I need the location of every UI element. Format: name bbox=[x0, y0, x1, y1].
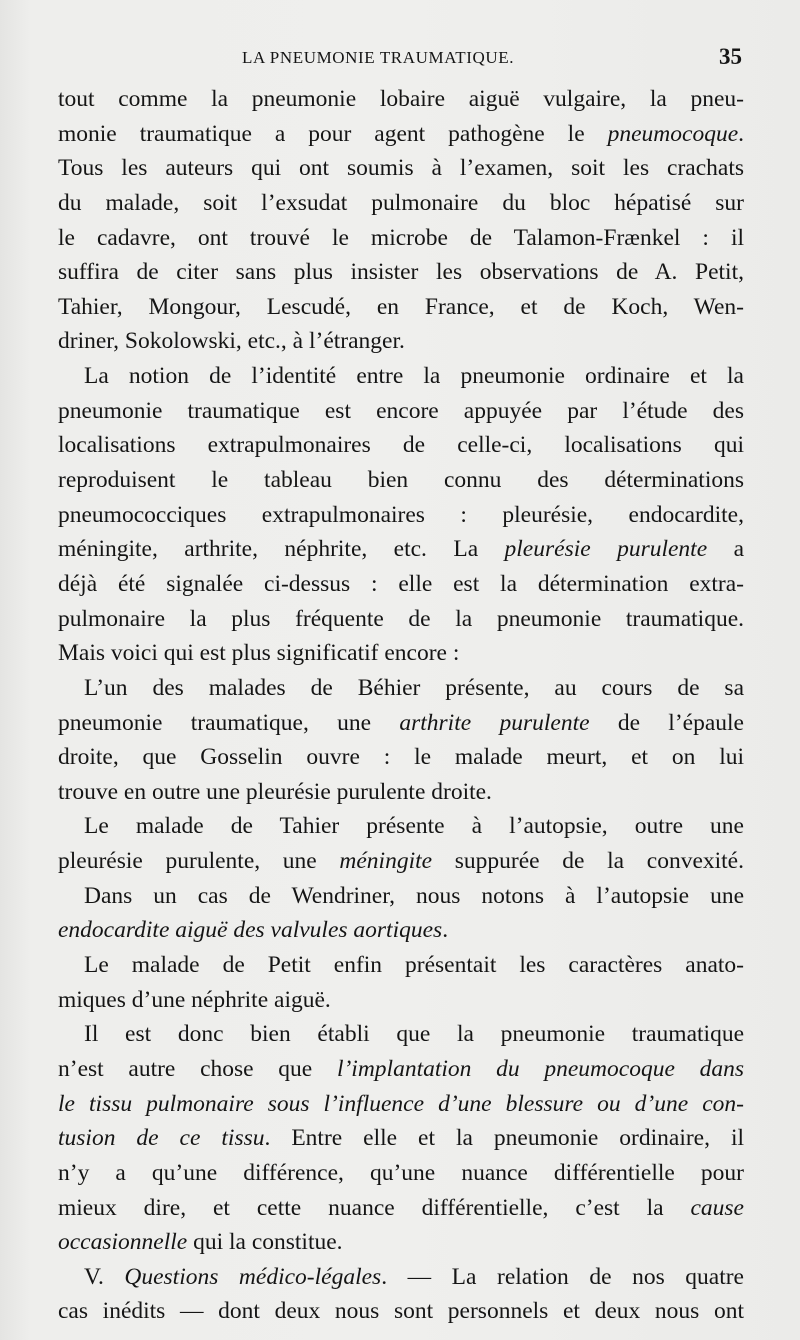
text-line: n’est autre chose que l’implantation du pneumocoque dans bbox=[58, 1055, 744, 1082]
text-line: pneumonie traumatique est encore appuyée par l’étude des bbox=[58, 397, 744, 424]
text-line: Il est donc bien établi que la pneumonie traumatique bbox=[84, 1021, 744, 1048]
text-line: reproduisent le tableau bien connu des déterminations bbox=[58, 467, 744, 494]
text-line: du malade, soit l’exsudat pulmonaire du bloc hépatisé sur bbox=[58, 189, 744, 216]
text-line: Mais voici qui est plus significatif encore : bbox=[58, 640, 460, 667]
text-line: endocardite aiguë des valvules aortiques. bbox=[58, 917, 449, 944]
text-line: tout comme la pneumonie lobaire aiguë vulgaire, la pneu- bbox=[58, 86, 744, 112]
text-line: miques d’une néphrite aiguë. bbox=[58, 986, 331, 1013]
text-line: trouve en outre une pleurésie purulente droite. bbox=[58, 778, 492, 805]
text-line: méningite, arthrite, néphrite, etc. La pleurésie purulente a bbox=[58, 536, 744, 563]
text-line: mieux dire, et cette nuance différentielle, c’est la cause bbox=[58, 1194, 744, 1221]
text-line: droite, que Gosselin ouvre : le malade meurt, et on lui bbox=[58, 744, 744, 771]
text-line: le tissu pulmonaire sous l’influence d’une blessure ou d’une con- bbox=[58, 1090, 744, 1117]
text-line: n’y a qu’une différence, qu’une nuance différentielle pour bbox=[58, 1159, 744, 1186]
section-heading-line: V. Questions médico-légales. — La relation de nos quatre bbox=[84, 1263, 744, 1290]
text-line: pneumonie traumatique, une arthrite purulente de l’épaule bbox=[58, 709, 744, 736]
text-line: Tous les auteurs qui ont soumis à l’examen, soit les crachats bbox=[58, 155, 744, 182]
text-line: pneumococciques extrapulmonaires : pleurésie, endocardite, bbox=[58, 501, 744, 528]
text-line: le cadavre, ont trouvé le microbe de Talamon-Frænkel : il bbox=[58, 224, 744, 251]
text-line: tusion de ce tissu. Entre elle et la pneumonie ordinaire, il bbox=[58, 1125, 744, 1152]
text-line: cas inédits — dont deux nous sont personnels et deux nous ont bbox=[58, 1298, 744, 1325]
text-line: pulmonaire la plus fréquente de la pneumonie traumatique. bbox=[58, 605, 744, 632]
text-line: L’un des malades de Béhier présente, au cours de sa bbox=[84, 674, 744, 701]
text-line: driner, Sokolowski, etc., à l’étranger. bbox=[58, 328, 405, 355]
page-number: 35 bbox=[719, 44, 742, 69]
text-line: pleurésie purulente, une méningite suppurée de la convexité. bbox=[58, 848, 744, 875]
text-line: localisations extrapulmonaires de celle-ci, localisations qui bbox=[58, 432, 744, 459]
body-text bbox=[58, 82, 744, 1329]
text-line: Tahier, Mongour, Lescudé, en France, et de Koch, Wen- bbox=[58, 293, 744, 320]
running-head bbox=[58, 44, 742, 74]
text-line: monie traumatique a pour agent pathogène le pneumocoque. bbox=[58, 120, 744, 147]
text-line: suffira de citer sans plus insister les observations de A. Petit, bbox=[58, 259, 744, 286]
text-line: déjà été signalée ci-dessus : elle est la détermination extra- bbox=[58, 570, 744, 597]
text-line: La notion de l’identité entre la pneumonie ordinaire et la bbox=[84, 363, 744, 390]
running-title: LA PNEUMONIE TRAUMATIQUE. bbox=[242, 48, 515, 67]
text-line: Le malade de Petit enfin présentait les caractères anato- bbox=[84, 952, 744, 979]
text-line: Le malade de Tahier présente à l’autopsie, outre une bbox=[84, 813, 744, 840]
text-line: occasionnelle qui la constitue. bbox=[58, 1229, 343, 1256]
text-line: Dans un cas de Wendriner, nous notons à l’autopsie une bbox=[84, 882, 744, 909]
